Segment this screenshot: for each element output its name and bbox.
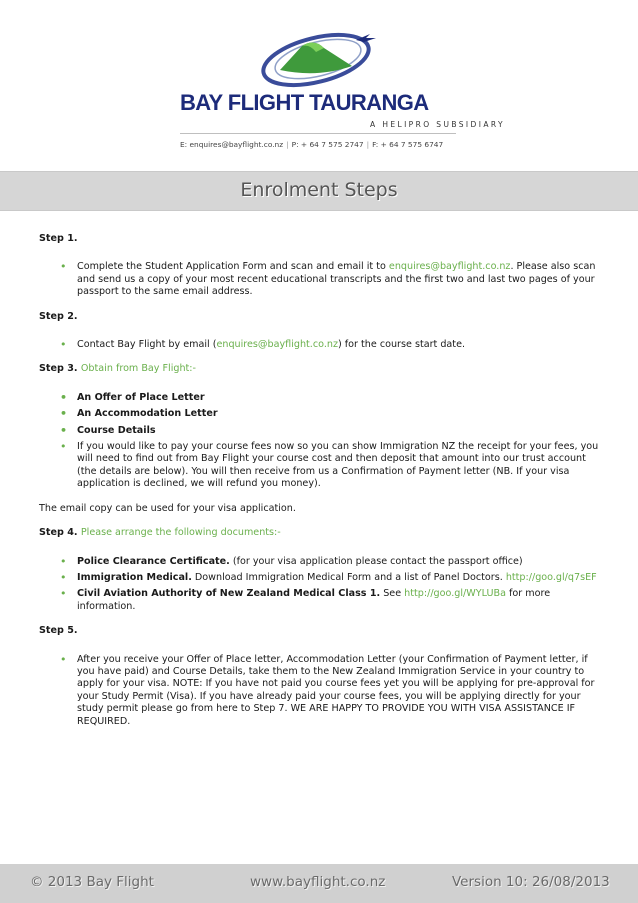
list-item: • Course Details [39,425,603,437]
page-title: Enrolment Steps [240,179,398,201]
step-3-note: Obtain from Bay Flight:- [80,363,196,375]
title-bar [0,171,638,211]
list-item: • Complete the Student Application Form and scan and email it to enquires@bayflight.co.nz. Please also scan and send us a copy of your most recent educational transcripts and the first two and last two pages of your passport to the same email address. [39,261,603,298]
list-item: • An Offer of Place Letter [39,392,603,404]
step-2-heading: Step 2. [39,310,78,322]
list-item: • Contact Bay Flight by email (enquires@bayflight.co.nz) for the course start date. [39,339,603,351]
contact-separator: | [366,140,370,149]
medical-form-link[interactable]: http://goo.gl/q7sEF [505,571,597,583]
list-item: • Police Clearance Certificate. (for your visa application please contact the passport office) [39,556,603,568]
footer-website-link[interactable]: www.bayflight.co.nz [250,874,386,890]
step-5-heading: Step 5. [39,625,78,637]
list-item: • If you would like to pay your course fees now so you can show Immigration NZ the receipt for your fees, you will need to find out from Bay Flight your course cost and then deposit that amount into our trust account (the details are below). You will then receive from us a Confirmation of Payment letter (NB. If your visa application is declined, we will refund you money). [39,441,603,491]
caa-medical-link[interactable]: http://goo.gl/WYLUBa [404,588,506,600]
step-4-heading: Step 4. Please arrange the following documents:- [39,527,281,539]
list-item: • An Accommodation Letter [39,408,603,420]
list-item: • After you receive your Offer of Place letter, Accommodation Letter (your Confirmation of Payment letter, if you have paid) and Course Details, take them to the New Zealand Immigration Service in your country to apply for your visa. NOTE: If you have not paid you course fees yet you will be applying for pre-approval for your Study Permit (Visa). If you have already paid your course fees, you will be applying directly for your study permit please go from here to Step 7. WE ARE HAPPY TO PROVIDE YOU WITH VISA ASSISTANCE IF REQUIRED. [39,654,603,728]
email-link[interactable]: enquires@bayflight.co.nz [388,261,511,273]
contact-line [180,140,443,149]
contact-separator: | [286,140,289,149]
step-4-list [39,556,603,614]
contact-email[interactable]: E: enquires@bayflight.co.nz [180,140,284,149]
step-3-heading: Step 3. Obtain from Bay Flight:- [39,363,196,375]
list-item: • Civil Aviation Authority of New Zealand Medical Class 1. See http://goo.gl/WYLUBa for more information. [39,588,603,613]
list-item: • Immigration Medical. Download Immigration Medical Form and a list of Panel Doctors. http://goo.gl/q7sEF [39,572,603,584]
contact-phone: P: + 64 7 575 2747 [291,140,364,149]
footer-bar [0,864,638,903]
visa-copy-note: The email copy can be used for your visa application. [39,502,296,514]
step-2-list [39,339,603,351]
footer-version: Version 10: 26/08/2013 [452,874,610,890]
step-1-heading: Step 1. [39,233,78,244]
step-5-list [39,654,603,728]
step-3-list [39,392,603,491]
brand-name: BAY FLIGHT TAURANGA [180,90,429,115]
header-divider [180,133,456,134]
email-link[interactable]: enquires@bayflight.co.nz [216,339,338,351]
footer-copyright: © 2013 Bay Flight [30,874,154,890]
step-4-note: Please arrange the following documents:- [80,527,281,539]
document-body [39,233,603,728]
bayflight-logo [258,26,382,88]
brand-tagline: A HELIPRO SUBSIDIARY [370,120,505,129]
contact-fax: F: + 64 7 575 6747 [372,140,444,149]
step-1-list [39,261,603,298]
